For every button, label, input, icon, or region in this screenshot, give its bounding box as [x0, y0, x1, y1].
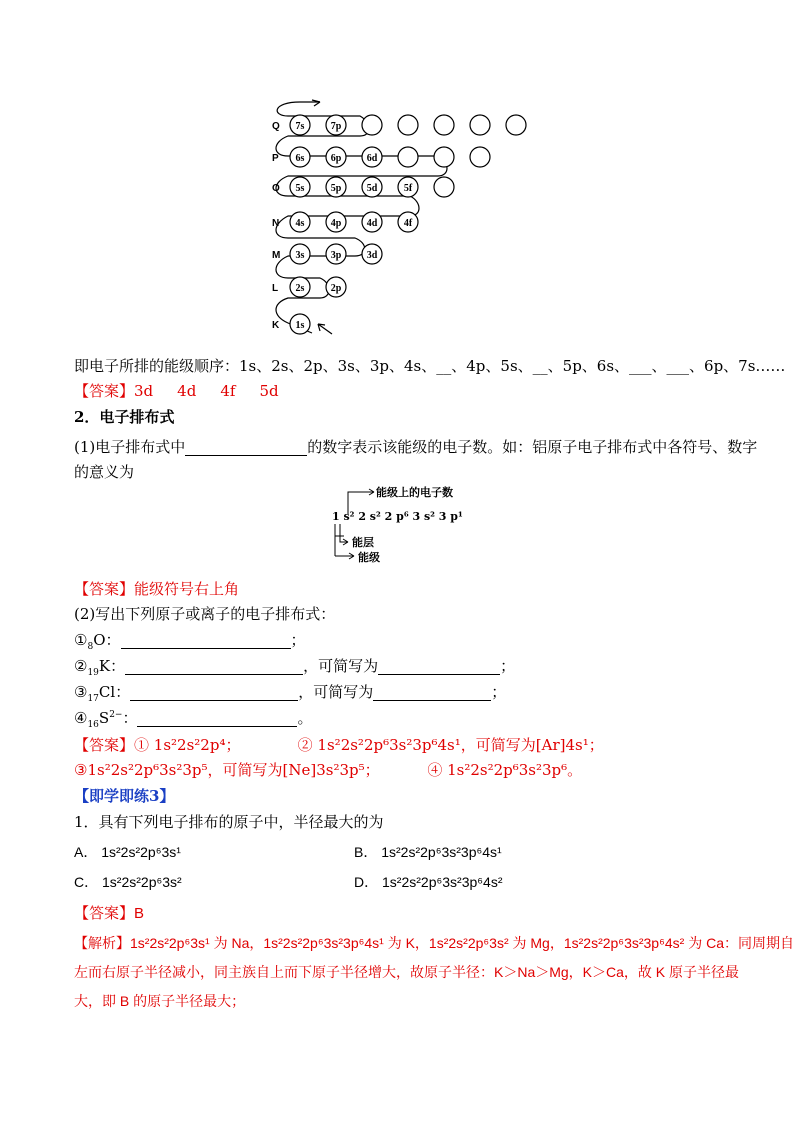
shell-label-q: Q: [272, 121, 280, 132]
config-diagram: [330, 484, 500, 574]
q1-line: (1)电子排布式中 的数字表示该能级的电子数。如：铝原子电子排布式中各符号、数字: [74, 438, 758, 456]
shell-label-n: N: [272, 218, 280, 229]
shell-label-o: O: [272, 183, 280, 194]
shell-label-k: K: [272, 320, 280, 331]
answer-2: 【答案】能级符号右上角: [74, 580, 240, 598]
practice-question: 1．具有下列电子排布的原子中，半径最大的为: [74, 813, 384, 831]
analysis-line-1: 【解析】1s²2s²2p⁶3s¹ 为 Na，1s²2s²2p⁶3s²3p⁶4s¹ 为 K，1s²2s²2p⁶3s² 为 Mg，1s²2s²2p⁶3s²3p⁶4s² 为 Ca：同周期自: [74, 935, 794, 952]
answer-blank[interactable]: [373, 684, 491, 701]
q2-item-2: $②_{19}K$： ，可简写为 ；: [74, 657, 516, 678]
answer-blank[interactable]: [137, 710, 297, 727]
analysis-line-2: 左而右原子半径减小，同主族自上而下原子半径增大，故原子半径：K＞Na＞Mg，K＞Ca，故 K 原子半径最: [74, 964, 740, 980]
label-shell: 能层: [352, 536, 374, 549]
answer-3-line-2: ③1s²2s²2p⁶3s²3p⁵，可简写为[Ne]3s²3p⁵； ④ 1s²2s²2p⁶3s²3p⁶。: [74, 761, 583, 779]
practice-heading: 【即学即练3】: [74, 787, 175, 805]
answer-blank[interactable]: [125, 658, 303, 675]
orbital-label: 4s: [295, 218, 305, 229]
config-formula: 1 s² 2 s² 2 p⁶ 3 s² 3 p¹: [332, 510, 463, 523]
answer-blank[interactable]: [185, 439, 307, 456]
option-b[interactable]: B． 1s²2s²2p⁶3s²3p⁶4s¹: [354, 844, 502, 860]
orbital-label: 7s: [295, 121, 305, 132]
orbital-label: 2s: [295, 283, 305, 294]
orbital-label: 6d: [366, 153, 378, 164]
answer-blank[interactable]: [130, 684, 298, 701]
shell-label-m: M: [272, 250, 281, 261]
analysis-line-3: 大，即 B 的原子半径最大；: [74, 993, 246, 1009]
option-c[interactable]: C． 1s²2s²2p⁶3s²: [74, 874, 182, 890]
q2-item-1: $①_8O$： ；: [74, 631, 306, 652]
answer-blank[interactable]: [121, 632, 291, 649]
q2-item-4: $④_{16}S^{2-}$： 。: [74, 709, 313, 730]
orbital-label: 3d: [366, 250, 378, 261]
section-2-heading: 2．电子排布式: [74, 408, 175, 426]
label-electron-count: 能级上的电子数: [376, 486, 453, 499]
q1-line-2: 的意义为: [74, 463, 135, 481]
practice-answer: 【答案】B: [74, 904, 145, 922]
orbital-label: 6s: [295, 153, 305, 164]
shell-label-p: P: [272, 153, 279, 164]
option-d[interactable]: D． 1s²2s²2p⁶3s²3p⁶4s²: [354, 874, 503, 890]
orbital-label: 3p: [330, 250, 342, 261]
orbital-label: 4f: [403, 218, 413, 229]
orbital-label: 1s: [295, 320, 305, 331]
orbital-label: 5f: [403, 183, 413, 194]
answer-blank[interactable]: [378, 658, 500, 675]
orbital-label: 6p: [330, 153, 342, 164]
orbital-label: 2p: [330, 283, 342, 294]
energy-order-line: 即电子所排的能级顺序：1s、2s、2p、3s、3p、4s、__、4p、5s、__、5p、6s、___、___、6p、7s……: [74, 357, 786, 375]
answer-3-line-1: 【答案】① 1s²2s²2p⁴； ② 1s²2s²2p⁶3s²3p⁶4s¹，可简写为[Ar]4s¹；: [74, 736, 604, 754]
orbital-label: 5s: [295, 183, 305, 194]
answer-1: 【答案】3d 4d 4f 5d: [74, 382, 279, 400]
orbital-label: 5d: [366, 183, 378, 194]
orbital-label: 4d: [366, 218, 378, 229]
q2-prompt: (2)写出下列原子或离子的电子排布式：: [74, 605, 336, 623]
orbital-filling-diagram: [260, 98, 540, 343]
option-a[interactable]: A． 1s²2s²2p⁶3s¹: [74, 844, 181, 860]
label-energy-level: 能级: [358, 551, 380, 564]
orbital-label: 4p: [330, 218, 342, 229]
orbital-label: 7p: [330, 121, 342, 132]
q2-item-3: $③_{17}Cl$： ，可简写为 ；: [74, 683, 507, 704]
orbital-label: 5p: [330, 183, 342, 194]
shell-label-l: L: [272, 283, 279, 294]
orbital-label: 3s: [295, 250, 305, 261]
